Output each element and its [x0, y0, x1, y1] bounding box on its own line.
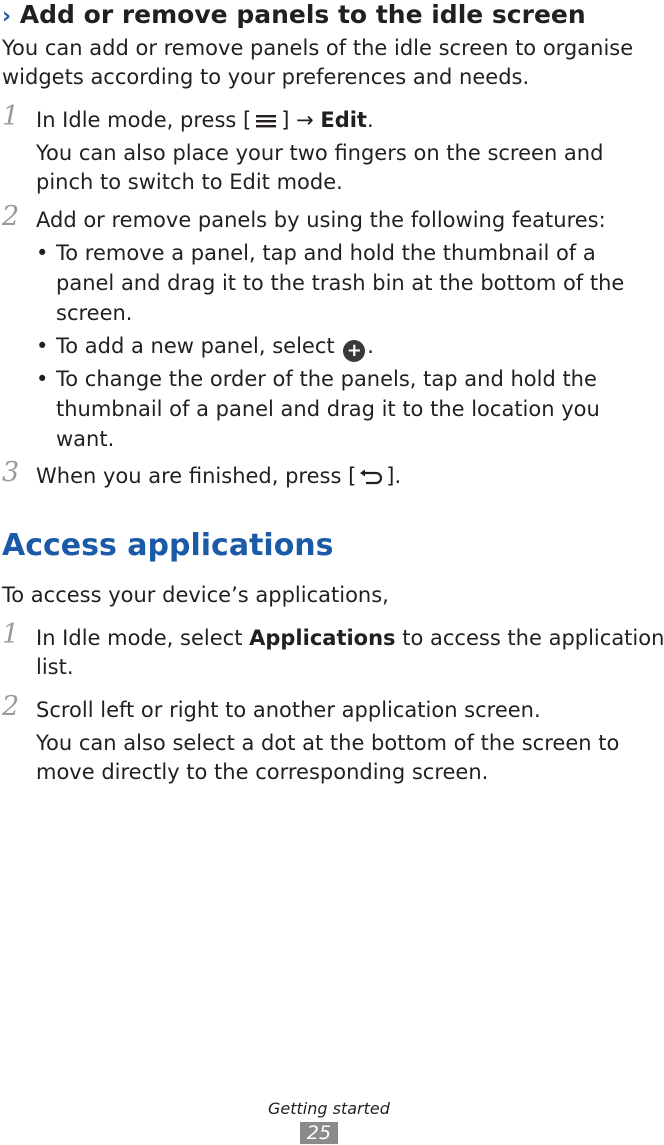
step-1-arrow: ] → [281, 108, 321, 132]
step-2-text: Add or remove panels by using the following features: [36, 208, 606, 232]
edit-label: Edit [320, 108, 367, 132]
step-3-suffix: ]. [386, 464, 402, 488]
bullet-2-prefix: To add a new panel, select [56, 334, 342, 358]
step-number: 3 [2, 457, 20, 488]
step-1-note-line-2: pinch to switch to Edit mode. [36, 170, 343, 194]
step-b1-line-2: list. [36, 655, 74, 679]
bullet-3-line-1: To change the order of the panels, tap and hold the [56, 367, 597, 391]
bullet-symbol: • [36, 241, 49, 265]
intro-line-1: You can add or remove panels of the idle screen to organise [2, 36, 634, 60]
step-number: 2 [2, 201, 20, 232]
step-1-suffix: . [366, 108, 374, 132]
applications-label: Applications [249, 626, 396, 650]
intro-line-2: widgets according to your preferences and needs. [2, 65, 530, 89]
bullet-2-line-1 [56, 331, 374, 362]
section-2-intro: To access your device’s applications, [2, 583, 389, 607]
step-1-prefix: In Idle mode, press [ [36, 108, 252, 132]
step-b1-prefix: In Idle mode, select [36, 626, 250, 650]
step-1-text [36, 105, 374, 139]
bullet-symbol: • [36, 334, 49, 358]
bullet-1-line-1: To remove a panel, tap and hold the thumbnail of a [56, 241, 596, 265]
section-heading-text: Add or remove panels to the idle screen [19, 0, 586, 29]
bullet-1-line-3: screen. [56, 301, 133, 325]
step-number: 2 [2, 691, 20, 722]
bullet-3-line-2: thumbnail of a panel and drag it to the location you [56, 397, 600, 421]
step-b1-suffix: to access the application [395, 626, 664, 650]
bullet-2-suffix: . [367, 334, 374, 358]
bullet-3-line-3: want. [56, 427, 115, 451]
footer-chapter-label: Getting started [268, 1099, 390, 1118]
step-b1-line-1 [36, 623, 664, 654]
section-title: Access applications [2, 528, 334, 563]
step-3-text [36, 461, 401, 495]
back-key-icon [358, 464, 384, 495]
step-b2-note-line-2: move directly to the corresponding screen. [36, 760, 489, 784]
step-number: 1 [2, 619, 20, 650]
step-3-prefix: When you are finished, press [ [36, 464, 357, 488]
step-b2-note-line-1: You can also select a dot at the bottom of the screen to [36, 731, 620, 755]
step-number: 1 [2, 101, 20, 132]
step-1-note-line-1: You can also place your two fingers on the screen and [36, 141, 604, 165]
bullet-1-line-2: panel and drag it to the trash bin at the bottom of the [56, 271, 625, 295]
add-panel-icon: + [343, 340, 365, 362]
section-heading [2, 0, 586, 32]
bullet-symbol: • [36, 367, 49, 391]
page-number: 25 [300, 1122, 338, 1144]
step-b2-line-1: Scroll left or right to another application screen. [36, 698, 541, 722]
chevron-right-icon: › [2, 4, 12, 29]
menu-key-icon [253, 108, 279, 139]
